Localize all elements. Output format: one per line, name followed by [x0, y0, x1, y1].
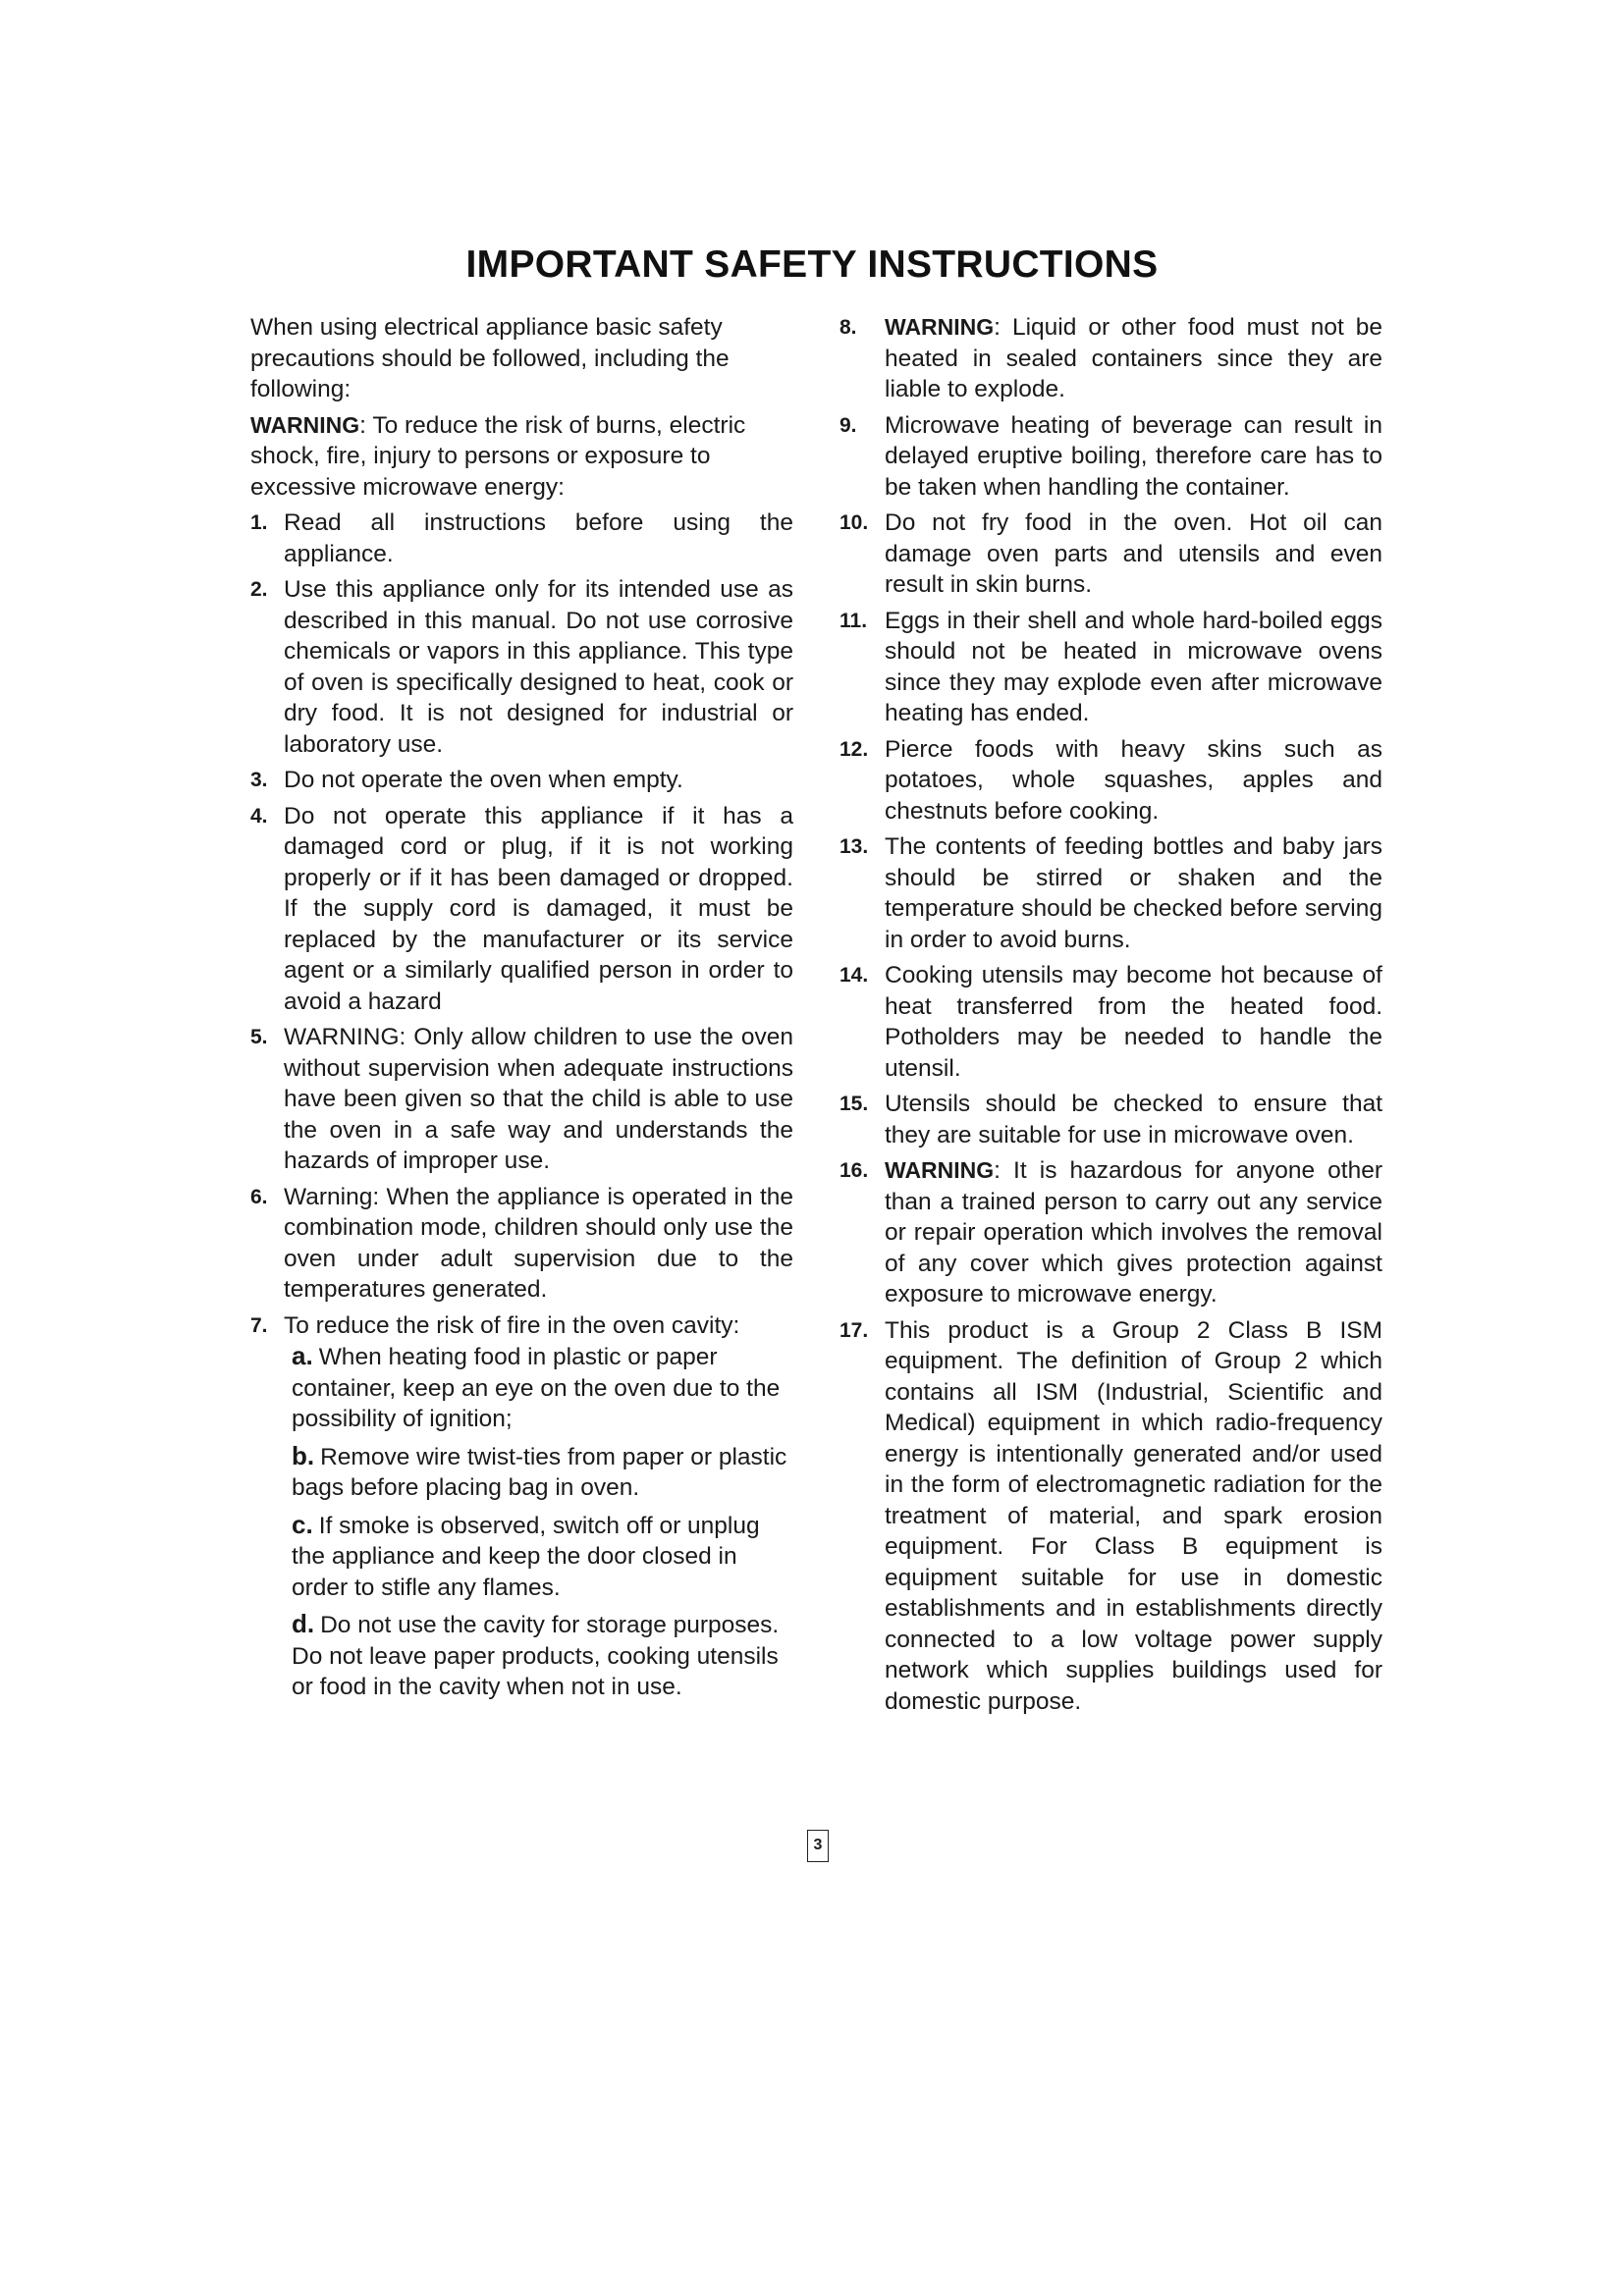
item-text: Do not operate the oven when empty.	[284, 767, 683, 793]
item-text: Use this appliance only for its intended use as described in this manual. Do not use corrosive chemicals or vapors in this appliance. This type of oven is specifically designed to heat, cook or dry food. It is not designed for industrial or laboratory use.	[284, 576, 793, 758]
left-column	[250, 312, 793, 1709]
item-number: 5.	[250, 1026, 268, 1048]
instruction-item-8	[839, 312, 1382, 405]
item-number: 14.	[839, 964, 869, 987]
item-number: 17.	[839, 1318, 869, 1342]
instruction-item-12	[839, 734, 1382, 828]
subitem-c	[292, 1510, 793, 1604]
instruction-item-9	[839, 410, 1382, 504]
page-number-marker: 3	[807, 1830, 829, 1862]
instruction-item-5	[250, 1022, 793, 1177]
instruction-item-17	[839, 1315, 1382, 1718]
item-number: 3.	[250, 769, 268, 791]
item-number: 8.	[839, 316, 857, 339]
instruction-item-1	[250, 507, 793, 569]
item-number: 9.	[839, 413, 857, 437]
item-text: : It is hazardous for anyone other than a trained person to carry out any service or repair operation which involves the removal of any cover which gives protection against exposure to microwave energy.	[885, 1157, 1382, 1308]
page-title: IMPORTANT SAFETY INSTRUCTIONS	[465, 243, 1159, 286]
instruction-item-6	[250, 1182, 793, 1306]
right-column	[839, 312, 1382, 1722]
warning-label: WARNING	[885, 314, 995, 340]
subitem-d	[292, 1609, 793, 1703]
subitem-a	[292, 1341, 793, 1435]
item-text: Eggs in their shell and whole hard-boiled eggs should not be heated in microwave ovens since they may explode even after microwave heating has ended.	[885, 607, 1382, 726]
item-number: 10.	[839, 511, 869, 534]
item-number: 2.	[250, 578, 268, 601]
instruction-item-10	[839, 507, 1382, 601]
subitem-b	[292, 1441, 793, 1504]
subitem-letter: d.	[292, 1609, 315, 1638]
item-number: 15.	[839, 1093, 869, 1115]
instruction-item-7	[250, 1310, 793, 1703]
subitem-text: Remove wire twist-ties from paper or plastic bags before placing bag in oven.	[292, 1443, 787, 1501]
subitem-text: If smoke is observed, switch off or unplug the appliance and keep the door closed in order to stifle any flames.	[292, 1512, 760, 1601]
item-text: Cooking utensils may become hot because of heat transferred from the heated food. Potholders may be needed to handle the utensil.	[885, 962, 1382, 1082]
warning-label: WARNING	[250, 411, 360, 438]
item-number: 1.	[250, 511, 268, 534]
instruction-item-16	[839, 1155, 1382, 1310]
item-text: Read all instructions before using the appliance.	[284, 509, 793, 567]
instruction-item-4	[250, 801, 793, 1018]
item-number: 7.	[250, 1313, 268, 1337]
item-number: 6.	[250, 1185, 268, 1208]
instruction-item-3	[250, 765, 793, 796]
item-number: 13.	[839, 835, 869, 858]
subitem-letter: c.	[292, 1509, 313, 1539]
item-text: : Liquid or other food must not be heated in sealed containers since they are liable to explode.	[885, 314, 1382, 402]
subitem-letter: a.	[292, 1341, 313, 1370]
item-text: To reduce the risk of fire in the oven cavity:	[284, 1311, 740, 1339]
intro-paragraph: When using electrical appliance basic safety precautions should be followed, including the following:	[250, 314, 730, 402]
instruction-item-14	[839, 960, 1382, 1084]
item-text: Utensils should be checked to ensure that they are suitable for use in microwave oven.	[885, 1091, 1382, 1148]
item-text: Do not fry food in the oven. Hot oil can damage oven parts and utensils and even result in skin burns.	[885, 509, 1382, 598]
instruction-item-13	[839, 831, 1382, 955]
warning-intro-text: : To reduce the risk of burns, electric shock, fire, injury to persons or exposure to excessive microwave energy:	[250, 411, 746, 501]
item-number: 11.	[839, 609, 868, 632]
subitem-text: When heating food in plastic or paper container, keep an eye on the oven due to the possibility of ignition;	[292, 1344, 781, 1432]
item-text: Microwave heating of beverage can result in delayed eruptive boiling, therefore care has to be taken when handling the container.	[885, 411, 1382, 501]
item-text: WARNING: Only allow children to use the oven without supervision when adequate instructions have been given so that the child is able to use the oven in a safe way and understands the hazards of improper use.	[284, 1024, 793, 1174]
warning-intro	[250, 410, 793, 504]
subitem-text: Do not use the cavity for storage purposes. Do not leave paper products, cooking utensils or food in the cavity when not in use.	[292, 1612, 780, 1700]
item-text: Do not operate this appliance if it has a damaged cord or plug, if it is not working properly or if it has been damaged or dropped. If the supply cord is damaged, it must be replaced by the manufacturer or its service agent or a similarly qualified person in order to avoid a hazard	[284, 802, 793, 1015]
item-text: This product is a Group 2 Class B ISM equipment. The definition of Group 2 which contains all ISM (Industrial, Scientific and Medical) equipment in which radio-frequency energy is intentionally generated and/or used in the form of electromagnetic radiation for the treatment of material, and spark erosion equipment. For Class B equipment is equipment suitable for use in domestic establishments and in establishments directly connected to a low voltage power supply network which supplies buildings used for domestic purpose.	[885, 1316, 1382, 1715]
warning-label: WARNING	[885, 1157, 995, 1183]
item-number: 12.	[839, 737, 869, 761]
item-text: Warning: When the appliance is operated in the combination mode, children should only use the oven under adult supervision due to the temperatures generated.	[284, 1183, 793, 1303]
item-text: Pierce foods with heavy skins such as potatoes, whole squashes, apples and chestnuts before cooking.	[885, 735, 1382, 825]
instruction-item-11	[839, 606, 1382, 729]
item-text: The contents of feeding bottles and baby jars should be stirred or shaken and the temperature should be checked before serving in order to avoid burns.	[885, 833, 1382, 953]
item-number: 4.	[250, 804, 268, 828]
instruction-item-2	[250, 574, 793, 760]
item-number: 16.	[839, 1159, 869, 1182]
instruction-item-15	[839, 1089, 1382, 1150]
subitem-letter: b.	[292, 1440, 315, 1470]
